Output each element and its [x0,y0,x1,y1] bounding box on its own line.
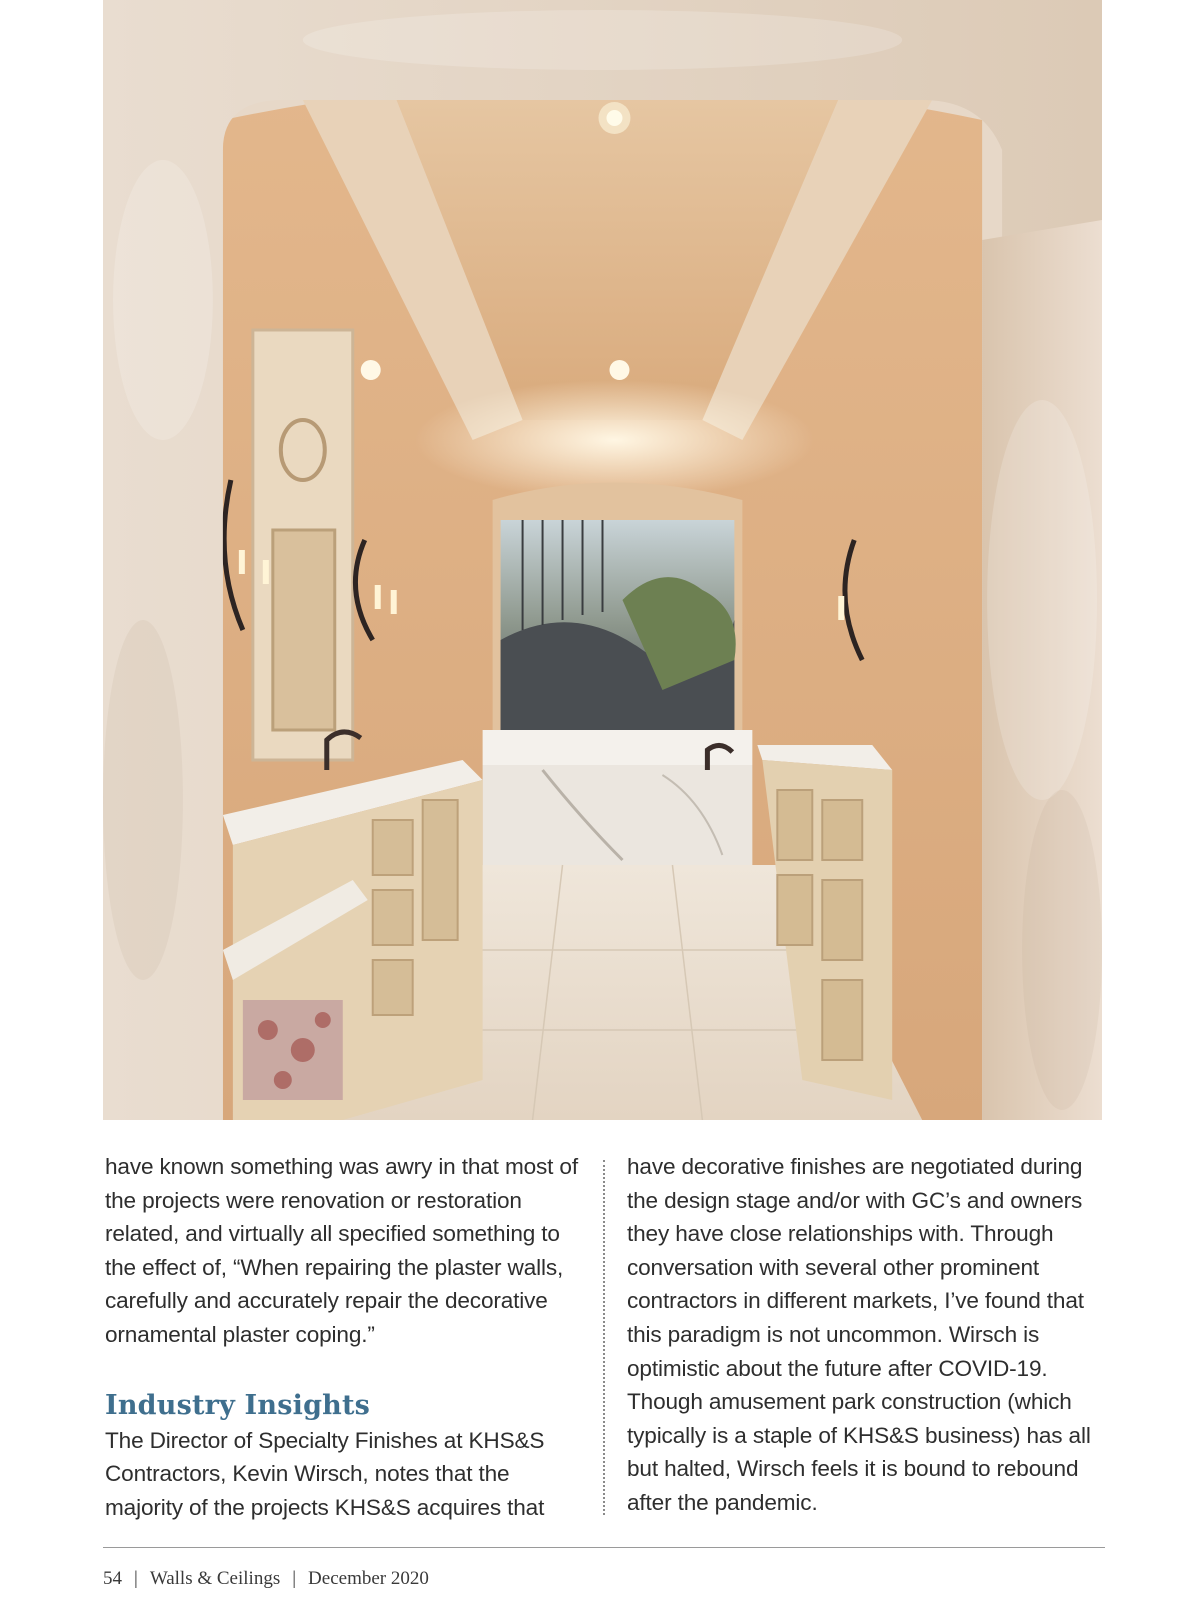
right-column [627,1150,1102,1520]
issue-date: December 2020 [308,1568,429,1589]
footer-rule [103,1547,1105,1548]
left-column [105,1150,580,1524]
page-number: 54 [103,1568,122,1589]
left-paragraph: have known something was awry in that most of the projects were renovation or restoration related, and virtually all specified something to the effect of, “When repairing the plaster walls, carefully and accurately repair the decorative ornamental plaster coping.” [105,1154,578,1347]
bathroom-illustration [103,0,1102,1120]
right-paragraph: have decorative finishes are negotiated during the design stage and/or with GC’s and owners they have close relationships with. Through conversation with several other prominent contractors in different markets, I’ve found that this paradigm is not uncommon. Wirsch is optimistic about the future after COVID-19. Though amusement park construction (which typically is a staple of KHS&S business) has all but halted, Wirsch feels it is bound to rebound after the pandemic. [627,1154,1091,1515]
left-paragraph-2: The Director of Specialty Finishes at KHS&S Contractors, Kevin Wirsch, notes that the majority of the projects KHS&S acquires that [105,1427,545,1520]
footer-separator: | [134,1568,138,1589]
column-divider [603,1160,605,1515]
publication-name: Walls & Ceilings [149,1568,281,1589]
subheading-industry-insights: Industry Insights [105,1389,371,1421]
footer-separator: | [292,1568,297,1589]
bathroom-photo [103,0,1102,1120]
page-footer [103,1568,429,1590]
